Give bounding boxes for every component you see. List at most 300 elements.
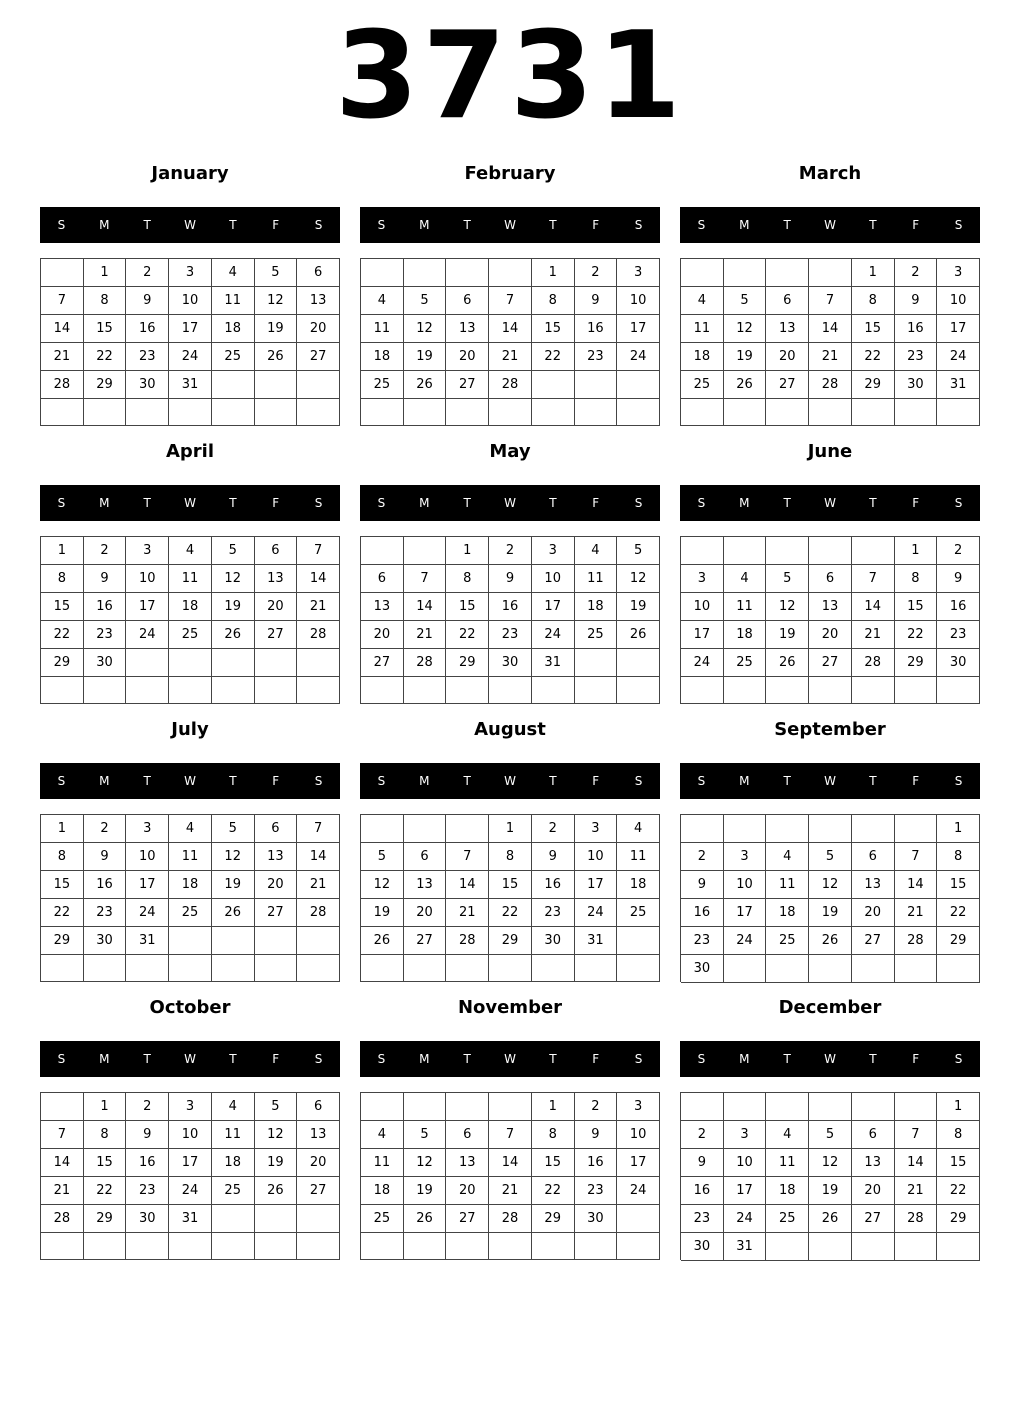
day-cell: 21	[41, 1177, 84, 1205]
day-grid	[40, 536, 340, 704]
day-cell: 30	[126, 371, 169, 399]
day-cell	[297, 677, 340, 704]
day-cell: 8	[489, 843, 532, 871]
day-cell: 10	[617, 1121, 660, 1149]
day-cell: 31	[937, 371, 980, 399]
day-cell	[681, 259, 724, 287]
day-cell: 28	[852, 649, 895, 677]
day-cell: 3	[681, 565, 724, 593]
weekday-label: M	[99, 774, 110, 788]
day-cell: 10	[617, 287, 660, 315]
weekday-label: F	[272, 218, 280, 232]
day-cell	[724, 399, 767, 426]
day-cell: 24	[575, 899, 618, 927]
day-cell: 28	[809, 371, 852, 399]
day-cell: 22	[895, 621, 938, 649]
weekday-label: T	[143, 496, 151, 510]
day-cell: 23	[84, 899, 127, 927]
day-cell: 27	[297, 343, 340, 371]
day-cell: 8	[937, 843, 980, 871]
day-cell: 12	[255, 1121, 298, 1149]
day-cell	[724, 677, 767, 704]
day-cell	[852, 399, 895, 426]
day-cell	[404, 815, 447, 843]
day-cell: 5	[809, 1121, 852, 1149]
day-cell: 2	[895, 259, 938, 287]
day-cell: 22	[532, 343, 575, 371]
day-cell: 30	[532, 927, 575, 955]
weekday-label: F	[592, 496, 600, 510]
day-cell	[126, 649, 169, 677]
day-cell	[212, 677, 255, 704]
day-cell: 3	[532, 537, 575, 565]
day-cell: 28	[895, 1205, 938, 1233]
day-cell: 10	[532, 565, 575, 593]
weekday-label: M	[739, 218, 750, 232]
day-cell	[361, 1233, 404, 1260]
day-cell: 31	[169, 1205, 212, 1233]
day-cell	[809, 815, 852, 843]
day-cell: 17	[937, 315, 980, 343]
day-cell: 12	[212, 565, 255, 593]
day-cell: 19	[255, 315, 298, 343]
day-cell: 16	[126, 315, 169, 343]
day-cell: 5	[212, 815, 255, 843]
day-cell: 29	[84, 371, 127, 399]
day-cell	[84, 399, 127, 426]
month-name: October	[149, 997, 231, 1018]
day-cell: 30	[84, 649, 127, 677]
day-cell: 12	[617, 565, 660, 593]
day-cell: 7	[895, 1121, 938, 1149]
weekday-label: M	[419, 774, 430, 788]
day-cell	[84, 1233, 127, 1260]
month-november	[360, 992, 660, 1262]
day-cell: 4	[617, 815, 660, 843]
weekday-label: F	[912, 496, 920, 510]
day-cell	[895, 955, 938, 983]
day-cell: 24	[617, 1177, 660, 1205]
day-cell: 24	[126, 621, 169, 649]
day-cell: 17	[532, 593, 575, 621]
day-cell: 15	[532, 1149, 575, 1177]
day-cell: 12	[404, 1149, 447, 1177]
day-cell: 20	[446, 1177, 489, 1205]
day-cell: 23	[681, 1205, 724, 1233]
day-cell: 25	[169, 899, 212, 927]
day-cell: 27	[446, 371, 489, 399]
weekday-label: T	[549, 774, 557, 788]
day-cell	[681, 677, 724, 704]
day-cell	[937, 677, 980, 704]
day-cell	[41, 259, 84, 287]
day-cell: 29	[937, 1205, 980, 1233]
day-cell	[852, 1093, 895, 1121]
weekday-label: T	[143, 1052, 151, 1066]
day-cell: 15	[41, 593, 84, 621]
day-cell: 9	[575, 287, 618, 315]
month-september	[680, 714, 980, 984]
month-april	[40, 436, 340, 706]
day-cell	[489, 955, 532, 982]
weekday-label: T	[463, 1052, 471, 1066]
day-cell	[126, 399, 169, 426]
day-cell: 5	[724, 287, 767, 315]
day-cell: 17	[617, 315, 660, 343]
day-cell: 15	[489, 871, 532, 899]
weekday-label: S	[634, 1052, 643, 1066]
day-cell: 18	[212, 315, 255, 343]
day-cell: 3	[724, 1121, 767, 1149]
day-cell	[724, 537, 767, 565]
day-cell	[617, 955, 660, 982]
day-cell: 15	[84, 315, 127, 343]
day-cell: 14	[404, 593, 447, 621]
day-cell: 14	[446, 871, 489, 899]
day-cell	[895, 677, 938, 704]
weekday-label: S	[697, 1052, 706, 1066]
day-cell: 14	[297, 565, 340, 593]
day-cell: 24	[724, 1205, 767, 1233]
weekday-label: F	[272, 1052, 280, 1066]
day-cell: 9	[84, 843, 127, 871]
day-cell	[126, 677, 169, 704]
day-cell: 28	[404, 649, 447, 677]
day-cell: 25	[681, 371, 724, 399]
day-grid	[680, 814, 980, 982]
day-cell: 21	[404, 621, 447, 649]
day-cell: 27	[766, 371, 809, 399]
weekday-label: T	[549, 218, 557, 232]
day-cell	[169, 955, 212, 982]
weekday-label: F	[592, 774, 600, 788]
day-cell	[532, 371, 575, 399]
day-cell: 9	[681, 871, 724, 899]
day-cell: 31	[169, 371, 212, 399]
day-cell: 29	[895, 649, 938, 677]
day-cell: 26	[766, 649, 809, 677]
day-cell: 31	[724, 1233, 767, 1261]
weekday-label: S	[634, 774, 643, 788]
day-cell	[766, 955, 809, 983]
day-cell: 3	[169, 259, 212, 287]
day-cell: 15	[937, 1149, 980, 1177]
weekday-label: T	[463, 218, 471, 232]
day-cell: 1	[84, 259, 127, 287]
day-cell: 25	[361, 1205, 404, 1233]
day-cell: 15	[532, 315, 575, 343]
weekday-header	[360, 763, 660, 799]
day-cell: 29	[532, 1205, 575, 1233]
day-cell: 26	[809, 927, 852, 955]
day-cell: 23	[575, 343, 618, 371]
day-cell: 13	[446, 1149, 489, 1177]
day-cell	[361, 677, 404, 704]
day-cell: 30	[489, 649, 532, 677]
day-cell: 1	[937, 1093, 980, 1121]
day-cell: 7	[489, 287, 532, 315]
day-cell	[446, 955, 489, 982]
day-cell: 20	[809, 621, 852, 649]
weekday-label: T	[549, 1052, 557, 1066]
day-cell: 9	[489, 565, 532, 593]
day-cell: 16	[126, 1149, 169, 1177]
month-december	[680, 992, 980, 1262]
weekday-header	[680, 485, 980, 521]
day-cell	[126, 1233, 169, 1260]
day-cell: 4	[212, 1093, 255, 1121]
day-cell: 21	[809, 343, 852, 371]
day-cell	[169, 677, 212, 704]
weekday-label: S	[57, 218, 66, 232]
day-cell: 21	[297, 593, 340, 621]
day-cell	[724, 259, 767, 287]
month-name: March	[798, 163, 862, 184]
day-grid	[680, 1092, 980, 1260]
day-cell: 26	[809, 1205, 852, 1233]
day-cell: 20	[404, 899, 447, 927]
day-cell: 5	[255, 1093, 298, 1121]
day-cell: 29	[852, 371, 895, 399]
day-cell: 26	[255, 343, 298, 371]
day-cell: 27	[255, 899, 298, 927]
day-cell	[852, 955, 895, 983]
day-cell: 2	[126, 1093, 169, 1121]
day-cell: 10	[575, 843, 618, 871]
day-cell	[255, 677, 298, 704]
day-cell: 30	[937, 649, 980, 677]
day-cell: 2	[575, 259, 618, 287]
day-cell: 21	[489, 343, 532, 371]
day-cell: 28	[41, 371, 84, 399]
day-cell: 15	[895, 593, 938, 621]
day-cell	[84, 955, 127, 982]
day-cell: 22	[937, 1177, 980, 1205]
day-cell: 26	[724, 371, 767, 399]
day-cell	[41, 677, 84, 704]
day-cell	[255, 399, 298, 426]
day-cell: 8	[532, 1121, 575, 1149]
weekday-label: W	[824, 496, 836, 510]
day-cell: 16	[532, 871, 575, 899]
day-cell: 7	[404, 565, 447, 593]
day-cell: 4	[169, 537, 212, 565]
day-cell: 11	[617, 843, 660, 871]
day-cell: 13	[255, 843, 298, 871]
weekday-header	[680, 1041, 980, 1077]
weekday-label: M	[739, 496, 750, 510]
weekday-label: T	[783, 774, 791, 788]
day-cell: 17	[724, 899, 767, 927]
weekday-header	[40, 485, 340, 521]
day-cell: 5	[809, 843, 852, 871]
weekday-label: S	[314, 218, 323, 232]
month-june	[680, 436, 980, 706]
weekday-label: T	[463, 496, 471, 510]
day-cell	[212, 371, 255, 399]
day-cell: 28	[446, 927, 489, 955]
weekday-label: M	[739, 1052, 750, 1066]
day-cell: 3	[617, 1093, 660, 1121]
day-cell: 2	[489, 537, 532, 565]
month-name: September	[774, 719, 886, 740]
day-cell: 9	[126, 287, 169, 315]
day-cell	[212, 955, 255, 982]
day-cell: 26	[212, 621, 255, 649]
day-cell: 11	[766, 1149, 809, 1177]
day-cell	[404, 537, 447, 565]
day-cell	[617, 371, 660, 399]
day-cell: 1	[41, 537, 84, 565]
day-cell	[575, 1233, 618, 1260]
month-name: April	[165, 441, 215, 462]
day-cell: 27	[255, 621, 298, 649]
weekday-label: S	[314, 774, 323, 788]
weekday-label: M	[739, 774, 750, 788]
day-cell: 24	[617, 343, 660, 371]
weekday-label: T	[229, 218, 237, 232]
month-august	[360, 714, 660, 984]
day-cell	[126, 955, 169, 982]
day-cell: 25	[212, 1177, 255, 1205]
day-cell: 17	[617, 1149, 660, 1177]
weekday-label: S	[697, 218, 706, 232]
weekday-label: W	[504, 774, 516, 788]
day-cell: 22	[446, 621, 489, 649]
day-cell	[297, 371, 340, 399]
day-cell: 5	[361, 843, 404, 871]
day-cell	[169, 399, 212, 426]
day-cell: 1	[41, 815, 84, 843]
weekday-label: S	[377, 496, 386, 510]
day-cell: 6	[766, 287, 809, 315]
day-cell: 24	[126, 899, 169, 927]
day-cell	[255, 371, 298, 399]
day-cell: 19	[809, 1177, 852, 1205]
day-cell: 8	[937, 1121, 980, 1149]
day-cell: 4	[361, 287, 404, 315]
day-cell	[809, 1233, 852, 1261]
day-cell: 11	[212, 287, 255, 315]
day-cell: 12	[255, 287, 298, 315]
day-cell: 27	[809, 649, 852, 677]
day-cell	[575, 371, 618, 399]
day-cell: 30	[126, 1205, 169, 1233]
day-cell: 15	[84, 1149, 127, 1177]
day-cell: 13	[404, 871, 447, 899]
day-cell: 13	[446, 315, 489, 343]
day-cell: 31	[126, 927, 169, 955]
day-cell: 14	[852, 593, 895, 621]
day-cell: 5	[404, 1121, 447, 1149]
day-cell	[297, 1205, 340, 1233]
weekday-label: S	[954, 218, 963, 232]
day-cell	[169, 649, 212, 677]
day-cell: 7	[41, 1121, 84, 1149]
day-cell	[297, 649, 340, 677]
day-cell: 18	[766, 899, 809, 927]
day-cell	[766, 815, 809, 843]
day-cell: 26	[212, 899, 255, 927]
day-cell: 27	[404, 927, 447, 955]
weekday-label: T	[869, 774, 877, 788]
day-cell: 19	[724, 343, 767, 371]
day-cell: 6	[446, 1121, 489, 1149]
day-cell: 4	[361, 1121, 404, 1149]
day-cell: 7	[41, 287, 84, 315]
day-cell: 2	[84, 537, 127, 565]
day-cell: 2	[532, 815, 575, 843]
weekday-label: S	[377, 774, 386, 788]
day-cell: 28	[489, 371, 532, 399]
month-name: February	[464, 163, 556, 184]
day-cell: 17	[126, 593, 169, 621]
month-name: May	[489, 441, 531, 462]
day-cell: 27	[852, 1205, 895, 1233]
day-cell	[489, 677, 532, 704]
day-cell: 19	[212, 593, 255, 621]
weekday-label: T	[869, 218, 877, 232]
day-cell	[255, 1205, 298, 1233]
day-cell	[404, 955, 447, 982]
day-cell: 17	[169, 315, 212, 343]
day-cell: 15	[446, 593, 489, 621]
month-name: June	[807, 441, 853, 462]
day-cell: 1	[937, 815, 980, 843]
day-cell: 24	[681, 649, 724, 677]
day-cell: 19	[255, 1149, 298, 1177]
weekday-label: S	[954, 496, 963, 510]
weekday-label: W	[184, 1052, 196, 1066]
day-cell	[361, 399, 404, 426]
day-cell: 28	[895, 927, 938, 955]
day-cell: 3	[126, 815, 169, 843]
day-cell: 24	[724, 927, 767, 955]
weekday-header	[680, 763, 980, 799]
day-cell	[766, 399, 809, 426]
day-cell: 5	[404, 287, 447, 315]
day-cell: 1	[446, 537, 489, 565]
day-cell: 14	[809, 315, 852, 343]
day-cell	[169, 927, 212, 955]
day-cell	[724, 955, 767, 983]
day-cell: 16	[681, 1177, 724, 1205]
day-cell: 9	[681, 1149, 724, 1177]
day-cell: 10	[169, 287, 212, 315]
day-cell: 18	[766, 1177, 809, 1205]
day-cell: 23	[84, 621, 127, 649]
day-cell	[297, 1233, 340, 1260]
day-cell: 20	[255, 593, 298, 621]
day-cell	[766, 537, 809, 565]
day-cell	[404, 677, 447, 704]
day-grid	[40, 814, 340, 982]
day-cell: 29	[489, 927, 532, 955]
weekday-label: F	[592, 218, 600, 232]
day-cell: 14	[41, 1149, 84, 1177]
day-cell	[895, 815, 938, 843]
weekday-label: W	[824, 1052, 836, 1066]
day-cell: 2	[84, 815, 127, 843]
weekday-header	[360, 1041, 660, 1077]
day-cell: 1	[84, 1093, 127, 1121]
day-cell	[404, 399, 447, 426]
day-cell	[532, 677, 575, 704]
day-cell: 25	[361, 371, 404, 399]
day-cell	[41, 1233, 84, 1260]
weekday-label: M	[99, 1052, 110, 1066]
day-cell: 5	[617, 537, 660, 565]
